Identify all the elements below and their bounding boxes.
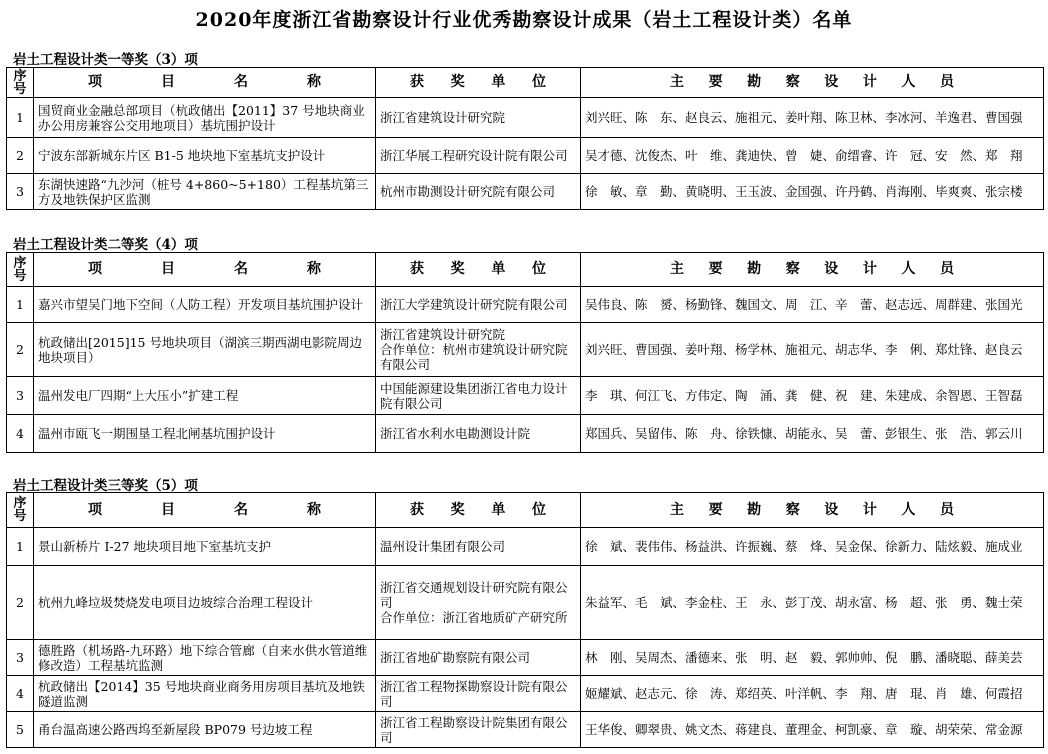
header-project: 项 目 名 称 — [34, 68, 376, 98]
row-project: 国贸商业金融总部项目（杭政储出【2011】37 号地块商业办公用房兼容公交用地项目）基坑围护设计 — [34, 98, 376, 138]
row-unit: 浙江大学建筑设计研究院有限公司 — [376, 287, 581, 323]
row-unit: 浙江省水利水电勘测设计院 — [376, 415, 581, 453]
row-staff: 徐 斌、裴伟伟、杨益洪、许振巍、蔡 烽、吴金保、徐新力、陆炫毅、施成业 — [581, 528, 1044, 566]
row-staff: 徐 敏、章 勤、黄晓明、王玉波、金国强、许丹鹤、肖海刚、毕爽爽、张宗楼 — [581, 174, 1044, 210]
row-staff: 郑国兵、吴留伟、陈 舟、徐铁慷、胡能永、吴 蕾、彭银生、张 浩、郭云川 — [581, 415, 1044, 453]
row-no: 2 — [7, 138, 34, 174]
row-no: 1 — [7, 98, 34, 138]
document-title: 2020年度浙江省勘察设计行业优秀勘察设计成果（岩土工程设计类）名单 — [195, 9, 853, 31]
row-project: 东湖快速路“九沙河（桩号 4+860~5+180）工程基坑第三方及地铁保护区监测 — [34, 174, 376, 210]
table-header-row — [7, 493, 1044, 528]
row-staff: 李 琪、何江飞、方伟定、陶 涌、龚 健、祝 建、朱建成、余智恩、王智磊 — [581, 377, 1044, 415]
header-unit: 获 奖 单 位 — [376, 253, 581, 287]
row-no: 3 — [7, 640, 34, 676]
first-prize-table — [6, 67, 1044, 210]
row-unit: 浙江省地矿勘察院有限公司 — [376, 640, 581, 676]
table-row — [7, 528, 1044, 566]
row-project: 德胜路（机场路-九环路）地下综合管廊（自来水供水管道维修改造）工程基坑监测 — [34, 640, 376, 676]
table-row — [7, 138, 1044, 174]
row-no: 2 — [7, 323, 34, 377]
table-row — [7, 174, 1044, 210]
table-row — [7, 676, 1044, 712]
row-project: 温州市瓯飞一期围垦工程北闸基坑围护设计 — [34, 415, 376, 453]
row-no: 4 — [7, 415, 34, 453]
row-no: 1 — [7, 287, 34, 323]
row-project: 杭政储出[2015]15 号地块项目（湖滨三期西湖电影院周边地块项目） — [34, 323, 376, 377]
header-staff: 主 要 勘 察 设 计 人 员 — [581, 253, 1044, 287]
header-staff: 主 要 勘 察 设 计 人 员 — [581, 493, 1044, 528]
row-no: 3 — [7, 377, 34, 415]
row-unit: 浙江华展工程研究设计院有限公司 — [376, 138, 581, 174]
row-staff: 刘兴旺、陈 东、赵良云、施祖元、姜叶翔、陈卫林、李冰河、羊逸君、曹国强 — [581, 98, 1044, 138]
header-no: 序 号 — [7, 68, 34, 98]
row-unit: 浙江省建筑设计研究院 — [376, 98, 581, 138]
header-no: 序 号 — [7, 493, 34, 528]
table-header-row — [7, 253, 1044, 287]
header-staff: 主 要 勘 察 设 计 人 员 — [581, 68, 1044, 98]
row-unit: 浙江省建筑设计研究院 合作单位：杭州市建筑设计研究院有限公司 — [376, 323, 581, 377]
row-no: 2 — [7, 566, 34, 640]
header-no: 序 号 — [7, 253, 34, 287]
row-staff: 王华俊、卿翠贵、姚文杰、蒋建良、董理金、柯凯豪、章 璇、胡荣荣、常金源 — [581, 712, 1044, 748]
header-project: 项 目 名 称 — [34, 493, 376, 528]
section-title-second-prize: 岩土工程设计类二等奖（4）项 — [13, 237, 198, 253]
row-project: 宁波东部新城东片区 B1-5 地块地下室基坑支护设计 — [34, 138, 376, 174]
row-staff: 吴才德、沈俊杰、叶 维、龚迪快、曾 婕、俞缙睿、许 冠、安 然、郑 翔 — [581, 138, 1044, 174]
section-title-third-prize: 岩土工程设计类三等奖（5）项 — [13, 478, 198, 494]
row-unit: 浙江省工程勘察设计院集团有限公司 — [376, 712, 581, 748]
header-project: 项 目 名 称 — [34, 253, 376, 287]
row-unit: 浙江省交通规划设计研究院有限公司 合作单位：浙江省地质矿产研究所 — [376, 566, 581, 640]
row-no: 4 — [7, 676, 34, 712]
header-unit: 获 奖 单 位 — [376, 493, 581, 528]
row-unit: 杭州市勘测设计研究院有限公司 — [376, 174, 581, 210]
row-project: 杭州九峰垃圾焚烧发电项目边坡综合治理工程设计 — [34, 566, 376, 640]
row-unit: 温州设计集团有限公司 — [376, 528, 581, 566]
section-title-first-prize: 岩土工程设计类一等奖（3）项 — [13, 52, 198, 68]
row-unit: 中国能源建设集团浙江省电力设计院有限公司 — [376, 377, 581, 415]
table-row — [7, 566, 1044, 640]
row-project: 杭政储出【2014】35 号地块商业商务用房项目基坑及地铁隧道监测 — [34, 676, 376, 712]
table-row — [7, 712, 1044, 748]
row-project: 温州发电厂四期“上大压小”扩建工程 — [34, 377, 376, 415]
row-staff: 姬耀斌、赵志元、徐 涛、郑绍英、叶洋帆、李 翔、唐 琨、肖 雄、何霞招 — [581, 676, 1044, 712]
table-row — [7, 287, 1044, 323]
row-project: 甬台温高速公路西坞至新屋段 BP079 号边坡工程 — [34, 712, 376, 748]
table-header-row — [7, 68, 1044, 98]
row-staff: 林 刚、吴周杰、潘德来、张 明、赵 毅、郭帅帅、倪 鹏、潘晓聪、薛美芸 — [581, 640, 1044, 676]
row-no: 1 — [7, 528, 34, 566]
row-project: 嘉兴市望吴门地下空间（人防工程）开发项目基坑围护设计 — [34, 287, 376, 323]
row-staff: 朱益军、毛 斌、李金柱、王 永、彭丁茂、胡永富、杨 超、张 勇、魏士荣 — [581, 566, 1044, 640]
third-prize-table — [6, 492, 1044, 748]
header-unit: 获 奖 单 位 — [376, 68, 581, 98]
row-project: 景山新桥片 I-27 地块项目地下室基坑支护 — [34, 528, 376, 566]
row-no: 3 — [7, 174, 34, 210]
table-row — [7, 640, 1044, 676]
row-staff: 吴伟良、陈 赟、杨勤锋、魏国文、周 江、辛 蕾、赵志远、周群建、张国光 — [581, 287, 1044, 323]
row-no: 5 — [7, 712, 34, 748]
table-row — [7, 323, 1044, 377]
row-unit: 浙江省工程物探勘察设计院有限公司 — [376, 676, 581, 712]
row-staff: 刘兴旺、曹国强、姜叶翔、杨学林、施祖元、胡志华、李 俐、郑灶锋、赵良云 — [581, 323, 1044, 377]
second-prize-table — [6, 252, 1044, 453]
table-row — [7, 98, 1044, 138]
table-row — [7, 377, 1044, 415]
table-row — [7, 415, 1044, 453]
